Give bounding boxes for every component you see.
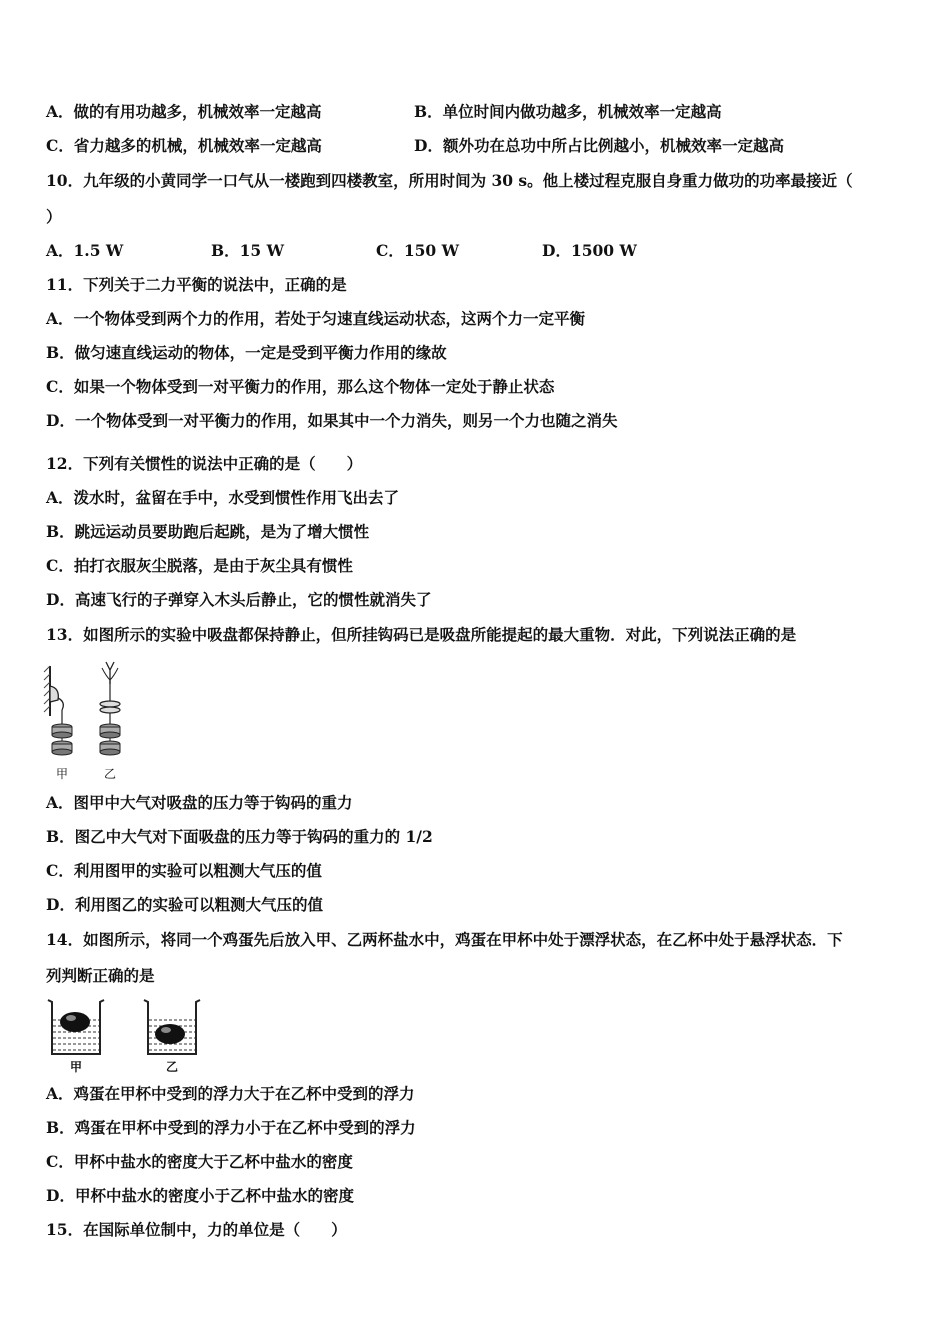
q10-option-b: B．15 W xyxy=(211,241,284,260)
q11-option-b: B．做匀速直线运动的物体，一定是受到平衡力作用的缘故 xyxy=(46,343,447,362)
q11-option-d: D．一个物体受到一对平衡力的作用，如果其中一个力消失，则另一个力也随之消失 xyxy=(46,411,618,430)
q12-option-b: B．跳远运动员要助跑后起跳，是为了增大惯性 xyxy=(46,522,370,541)
q9-option-d: D．额外功在总功中所占比例越小，机械效率一定越高 xyxy=(414,136,784,155)
q10-stem-cont: ） xyxy=(46,207,62,226)
q12-stem: 12．下列有关惯性的说法中正确的是（ ） xyxy=(46,454,363,473)
q13-option-d: D．利用图乙的实验可以粗测大气压的值 xyxy=(46,895,323,914)
q14-stem-cont: 列判断正确的是 xyxy=(46,966,155,985)
q12-option-a: A．泼水时，盆留在手中，水受到惯性作用飞出去了 xyxy=(46,488,400,507)
q13-option-c: C．利用图甲的实验可以粗测大气压的值 xyxy=(46,861,322,880)
q14-figure-label-jia: 甲 xyxy=(70,1060,83,1074)
q12-option-c: C．拍打衣服灰尘脱落，是由于灰尘具有惯性 xyxy=(46,556,353,575)
q9-option-c: C．省力越多的机械，机械效率一定越高 xyxy=(46,136,322,155)
q11-option-a: A．一个物体受到两个力的作用，若处于匀速直线运动状态，这两个力一定平衡 xyxy=(46,309,586,328)
beaker-figure xyxy=(44,996,204,1060)
q10-stem: 10．九年级的小黄同学一口气从一楼跑到四楼教室，所用时间为 30 s。他上楼过程克服自身重力做功的功率最接近（ xyxy=(46,171,853,190)
q14-option-a: A．鸡蛋在甲杯中受到的浮力大于在乙杯中受到的浮力 xyxy=(46,1084,415,1103)
suction-cup-figure xyxy=(40,658,140,762)
q10-option-c: C．150 W xyxy=(376,241,459,260)
q15-stem: 15．在国际单位制中，力的单位是（ ） xyxy=(46,1220,347,1239)
q14-figure-label-yi: 乙 xyxy=(166,1060,179,1074)
q12-option-d: D．高速飞行的子弹穿入木头后静止，它的惯性就消失了 xyxy=(46,590,432,609)
q14-option-d: D．甲杯中盐水的密度小于乙杯中盐水的密度 xyxy=(46,1186,354,1205)
q14-option-c: C．甲杯中盐水的密度大于乙杯中盐水的密度 xyxy=(46,1152,353,1171)
q11-stem: 11．下列关于二力平衡的说法中，正确的是 xyxy=(46,275,347,294)
q13-option-b: B．图乙中大气对下面吸盘的压力等于钩码的重力的 1/2 xyxy=(46,827,433,846)
q14-option-b: B．鸡蛋在甲杯中受到的浮力小于在乙杯中受到的浮力 xyxy=(46,1118,416,1137)
q13-figure-label-yi: 乙 xyxy=(104,767,117,781)
q10-option-d: D．1500 W xyxy=(542,241,637,260)
q11-option-c: C．如果一个物体受到一对平衡力的作用，那么这个物体一定处于静止状态 xyxy=(46,377,555,396)
q13-option-a: A．图甲中大气对吸盘的压力等于钩码的重力 xyxy=(46,793,353,812)
q14-stem: 14．如图所示，将同一个鸡蛋先后放入甲、乙两杯盐水中，鸡蛋在甲杯中处于漂浮状态，在乙杯中处于悬浮状态．下 xyxy=(46,930,843,949)
q10-option-a: A．1.5 W xyxy=(46,241,124,260)
q13-figure-label-jia: 甲 xyxy=(56,767,69,781)
q13-stem: 13．如图所示的实验中吸盘都保持静止，但所挂钩码已是吸盘所能提起的最大重物．对此，下列说法正确的是 xyxy=(46,625,797,644)
q9-option-b: B．单位时间内做功越多，机械效率一定越高 xyxy=(414,102,722,121)
q9-option-a: A．做的有用功越多，机械效率一定越高 xyxy=(46,102,322,121)
